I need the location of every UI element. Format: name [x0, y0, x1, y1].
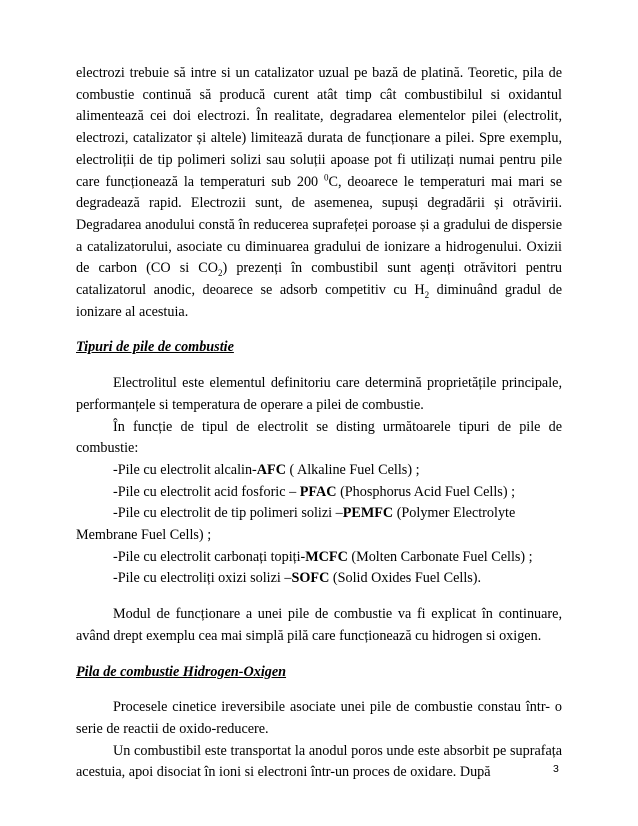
spacer [76, 683, 562, 697]
acronym-sofc: SOFC [291, 570, 330, 587]
section-heading-fuel-cell-types: Tipuri de pile de combustie [76, 339, 234, 356]
page-number: 3 [553, 763, 559, 775]
intro-text-part-2: C, deoarece le temperaturi mai mari se degradează rapid. Electrozii sunt, de asemenea, supuși degradării și otrăvirii. Degradarea anodului constă în reducerea suprafeței poroase și a gradului de dispersie a catalizatorului, asociate cu diminuarea gradului de ionizare a hidrogenului. Oxizii de carbon (CO si CO [76, 173, 562, 277]
degree-superscript: 0 [324, 171, 329, 182]
acronym-pfac: PFAC [299, 483, 337, 500]
operation-paragraph: Modul de funcționare a unei pile de combustie va fi explicat în continuare, având drept exemplu cea mai simplă pilă care funcționează cu hidrogen si oxigen. [76, 606, 562, 644]
list-item-pemfc: -Pile cu electrolit de tip polimeri solizi –PEMFC (Polymer Electrolyte Membrane Fuel Cells) ; [76, 505, 516, 544]
spacer [76, 590, 562, 604]
intro-text-part-1: electrozi trebuie să intre si un catalizator uzual pe bază de platină. Teoretic, pila de combustie continuă să producă curent atât timp cât combustibilul si oxidantul alimentează cei doi electrozi. În realitate, degradarea elementelor pilei (electrolit, electrozi, catalizator și altele) limitează durata de funcționare a pilei. Spre exemplu, electroliții de tip polimeri solizi sau soluții apoase pot fi utilizați numai pentru pile care funcționează la temperaturi sub 200 [76, 65, 562, 190]
acronym-mcfc: MCFC [305, 548, 348, 565]
spacer [76, 359, 562, 373]
classification-paragraph: În funcție de tipul de electrolit se disting următoarele tipuri de pile de combustie: [76, 418, 562, 457]
spacer [76, 648, 562, 662]
intro-text-part-3: ) prezenți în combustibil sunt agenți otrăvitori pentru catalizatorul anodic, deoarece se adsorb competitiv cu H [76, 260, 562, 299]
intro-text-part-4: diminuând gradul de ionizare al acestuia. [76, 282, 563, 320]
section-heading-hydrogen-oxygen: Pila de combustie Hidrogen-Oxigen [76, 663, 287, 680]
kinetic-processes-paragraph: Procesele cinetice ireversibile asociate unei pile de combustie constau într- o serie de reactii de oxido-reducere. [76, 699, 562, 737]
electrolyte-paragraph: Electrolitul este elementul definitoriu care determină proprietățile principale, performanțele si temperatura de operare a pilei de combustie. [76, 375, 562, 413]
list-item-afc: -Pile cu electrolit alcalin-AFC ( Alkaline Fuel Cells) ; [113, 461, 420, 478]
document-body [76, 63, 562, 784]
acronym-afc: AFC [256, 461, 286, 478]
fuel-transport-paragraph: Un combustibil este transportat la anodul poros unde este absorbit pe suprafața acestuia, apoi disociat în ioni si electroni într-un proces de oxidare. După [76, 742, 562, 781]
list-item-sofc: -Pile cu electroliți oxizi solizi –SOFC (Solid Oxides Fuel Cells). [113, 570, 482, 587]
co2-subscript: 2 [218, 268, 223, 279]
acronym-pemfc: PEMFC [342, 505, 394, 522]
list-item-mcfc: -Pile cu electrolit carbonați topiți-MCFC (Molten Carbonate Fuel Cells) ; [113, 548, 533, 565]
intro-paragraph [76, 63, 562, 323]
spacer [76, 323, 562, 337]
list-item-pfac: -Pile cu electrolit acid fosforic – PFAC (Phosphorus Acid Fuel Cells) ; [113, 483, 516, 500]
h2-subscript: 2 [424, 289, 430, 300]
